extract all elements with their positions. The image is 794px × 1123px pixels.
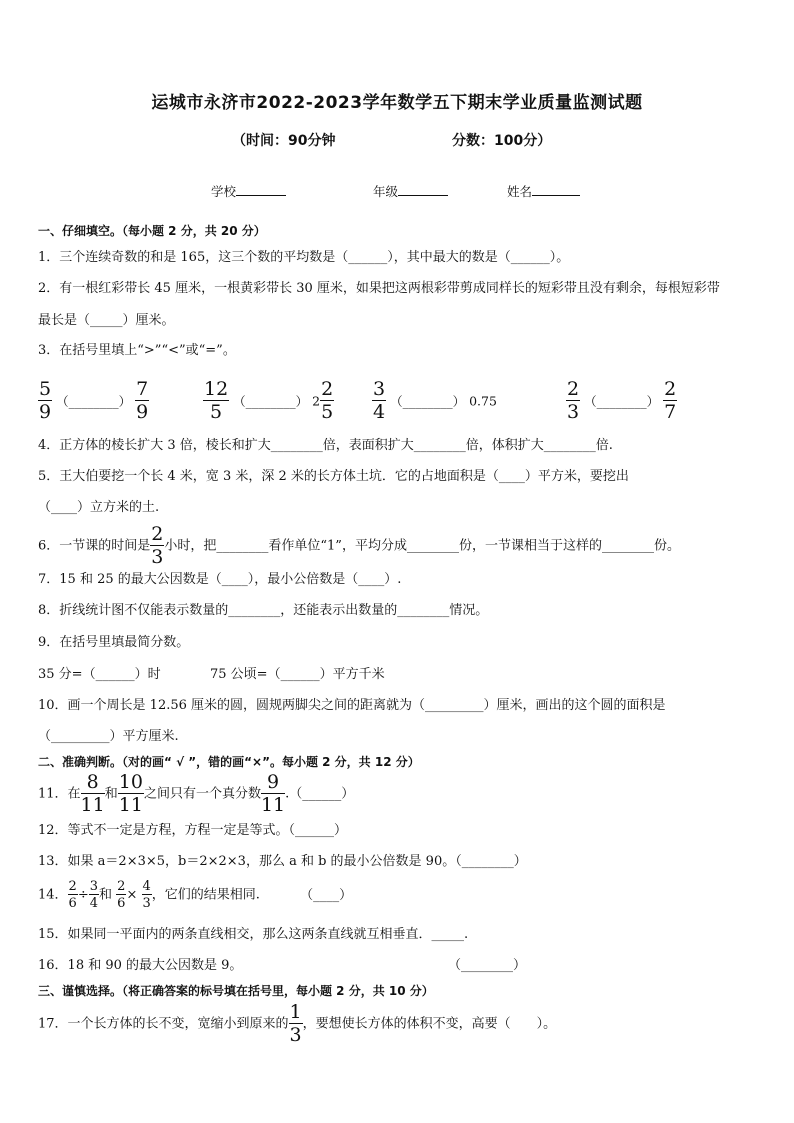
section1-heading: 一、仔细填空。（每小题 2 分，共 20 分） [38,224,266,238]
answer-blank[interactable]: （________） [56,394,132,409]
fraction: $\frac{2}{6}$ [117,879,126,911]
fraction: $\frac{7}{9}$ [136,378,149,423]
question-3: 3．在括号里填上“>”“<”或“=”。 [38,343,236,358]
compare-item-3 [372,380,497,422]
fraction: $\frac{9}{11}$ [260,771,286,816]
fraction: $\frac{2}{7}$ [664,378,677,423]
question-13: 13．如果 a＝2×3×5，b＝2×2×3，那么 a 和 b 的最小公倍数是 90。（________） [38,854,527,869]
grade-label: 年级 [373,184,399,199]
question-12: 12．等式不一定是方程，方程一定是等式。（______） [38,823,348,838]
fraction: $\frac{3}{4}$ [89,879,99,911]
fraction: $\frac{2}{6}$ [68,879,77,911]
answer-blank[interactable]: （________） [390,394,466,409]
grade-field [373,181,448,200]
question-7: 7．15 和 25 的最大公因数是（____），最小公倍数是（____）. [38,572,402,587]
section3-heading: 三、谨慎选择。（将正确答案的标号填在括号里，每小题 2 分，共 10 分） [38,984,434,998]
answer-blank[interactable]: （________） [233,394,309,409]
question-10-line1: 10．画一个周长是 12.56 厘米的圆，圆规两脚尖之间的距离就为（_________）厘米，画出的这个圆的面积是 [38,698,666,713]
question-6: 6．一节课的时间是 $\frac{2}{3}$ 小时，把________看作单位“1”，平均分成________份，一节课相当于这样的________份。 [38,523,680,568]
question-5-line2: （____）立方米的土. [38,500,160,515]
question-11: 11．在 $\frac{8}{11}$ 和 $\frac{10}{11}$ 之间只有一个真分数 $\frac{9}{11}$ .（______） [38,771,355,816]
time-limit: （时间：90分钟 [232,133,336,149]
section2-heading: 二、准确判断。（对的画“ √ ”，错的画“×”。每小题 2 分，共 12 分） [38,755,420,769]
question-16: 16．18 和 90 的最大公因数是 9。 [38,958,243,973]
fraction: $\frac{12}{5}$ [204,378,229,423]
answer-blank[interactable]: （____） [300,887,353,903]
fraction: $\frac{2}{5}$ [321,378,334,423]
question-8: 8．折线统计图不仅能表示数量的________，还能表示出数量的________情况。 [38,603,489,618]
fraction: $\frac{2}{3}$ [151,523,164,568]
school-blank[interactable] [236,181,286,196]
question-9b: 75 公顷=（______）平方千米 [210,667,385,682]
question-15: 15．如果同一平面内的两条直线相交，那么这两条直线就互相垂直．_____. [38,927,469,942]
question-5-line1: 5．王大伯要挖一个长 4 米，宽 3 米，深 2 米的长方体土坑．它的占地面积是（____）平方米，要挖出 [38,469,629,484]
fraction: $\frac{4}{3}$ [142,879,151,911]
question-2-line1: 2．有一根红彩带长 45 厘米，一根黄彩带长 30 厘米，如果把这两根彩带剪成同样长的短彩带且没有剩余，每根短彩带 [38,281,720,296]
school-label: 学校 [211,184,237,199]
question-17: 17．一个长方体的长不变，宽缩小到原来的 $\frac{1}{3}$ ，要想使长方体的体积不变，高要（ ）。 [38,1001,557,1046]
question-9a: 35 分=（______）时 [38,667,161,682]
decimal-value: 0.75 [469,393,497,409]
question-16-answer[interactable]: （________） [448,958,527,973]
fraction: $\frac{5}{9}$ [39,378,52,423]
answer-blank[interactable]: （________） [584,394,660,409]
page-title: 运城市永济市2022-2023学年数学五下期末学业质量监测试题 [151,93,643,113]
school-field [211,181,286,200]
total-score: 分数：100分） [452,133,552,149]
fraction: $\frac{1}{3}$ [289,1001,302,1046]
name-label: 姓名 [507,184,533,199]
question-14: 14． $\frac{2}{6}$ ÷ $\frac{3}{4}$ 和 $\frac{2}{6}$ × $\frac{4}{3}$ ，它们的结果相同. （____） [38,879,353,911]
compare-item-1 [38,380,149,422]
fraction: $\frac{3}{4}$ [373,378,386,423]
fraction: $\frac{8}{11}$ [80,771,105,816]
grade-blank[interactable] [398,181,448,196]
name-blank[interactable] [532,181,580,196]
question-1: 1．三个连续奇数的和是 165，这三个数的平均数是（______），其中最大的数是（______）。 [38,250,570,265]
question-10-line2: （_________）平方厘米. [38,729,179,744]
question-2-line2: 最长是（_____）厘米。 [38,313,175,328]
whole-number: 2 [312,393,321,409]
question-4: 4．正方体的棱长扩大 3 倍，棱长和扩大________倍，表面积扩大________倍，体积扩大________倍. [38,438,613,453]
name-field [507,181,580,200]
compare-item-4 [566,380,677,422]
question-9: 9．在括号里填最简分数。 [38,635,190,650]
fraction: $\frac{2}{3}$ [567,378,580,423]
fraction: $\frac{10}{11}$ [118,771,143,816]
compare-item-2 [203,380,334,422]
